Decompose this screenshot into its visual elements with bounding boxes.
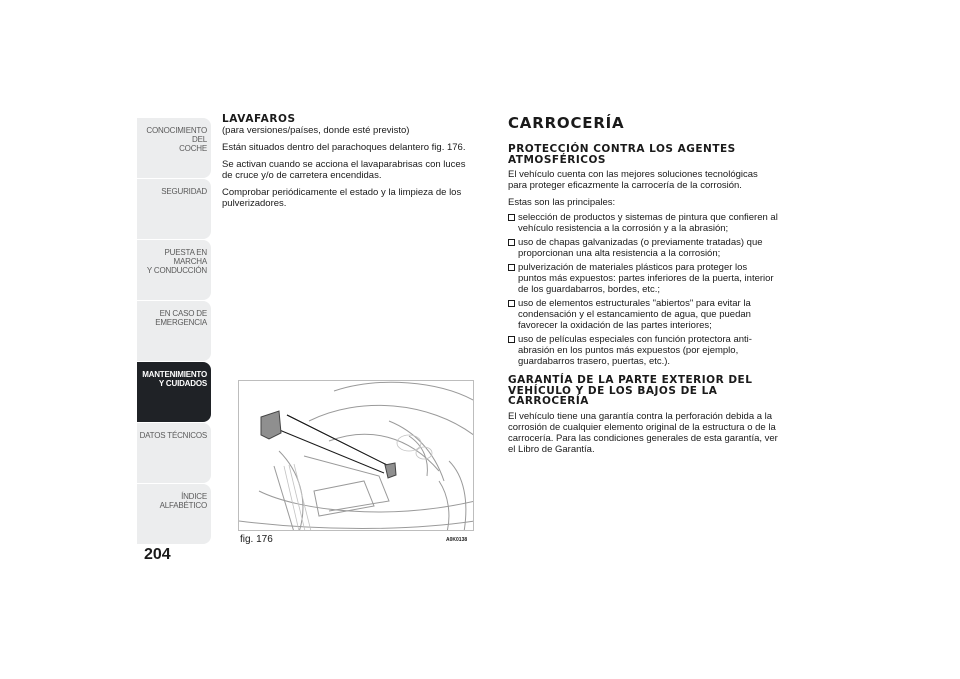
- list-item: uso de chapas galvanizadas (o previamente tratadas) que proporcionan una alta resistencia a la corrosión;: [508, 237, 778, 259]
- paragraph: Se activan cuando se acciona el lavaparabrisas con luces de cruce y/o de carretera encendidas.: [222, 159, 466, 181]
- page-number: 204: [144, 546, 171, 563]
- figure-code: A0K0138: [446, 537, 468, 543]
- section-heading-proteccion: PROTECCIÓN CONTRA LOS AGENTES ATMOSFÉRICOS: [508, 143, 736, 166]
- tab-mantenimiento-y-cuidados[interactable]: MANTENIMIENTO Y CUIDADOS: [137, 362, 211, 422]
- paragraph: Están situados dentro del parachoques delantero fig. 176.: [222, 142, 466, 153]
- list-item: uso de elementos estructurales "abiertos" para evitar la condensación y el estancamiento de agua, que puedan favorecer la oxidación de las partes interiores;: [508, 298, 778, 331]
- list-item: selección de productos y sistemas de pintura que confieren al vehículo resistencia a la corrosión y a la abrasión;: [508, 212, 778, 234]
- section-heading-garantia: GARANTÍA DE LA PARTE EXTERIOR DEL VEHÍCULO Y DE LOS BAJOS DE LA CARROCERÍA: [508, 374, 753, 407]
- figure-caption: fig. 176: [240, 534, 273, 545]
- list-item: uso de películas especiales con función protectora anti-abrasión en los puntos más expuestos (por ejemplo, guardabarros trasero, puertas, etc.).: [508, 334, 778, 367]
- car-front-illustration: [239, 381, 474, 531]
- chapter-title: CARROCERÍA: [508, 114, 625, 132]
- paragraph: El vehículo tiene una garantía contra la perforación debida a la corrosión de cualquier elemento original de la estructura o de la carrocería. Para las condiciones generales de esta garantía, ver el Libro de Garantía.: [508, 410, 778, 455]
- tab-indice-alfabetico[interactable]: ÍNDICE ALFABÉTICO: [137, 484, 211, 544]
- tab-puesta-en-marcha[interactable]: PUESTA EN MARCHA Y CONDUCCIÓN: [137, 240, 211, 300]
- paragraph: (para versiones/países, donde esté previsto): [222, 125, 410, 136]
- paragraph: Comprobar periódicamente el estado y la limpieza de los pulverizadores.: [222, 187, 462, 209]
- tab-en-caso-de-emergencia[interactable]: EN CASO DE EMERGENCIA: [137, 301, 211, 361]
- paragraph: Estas son las principales:: [508, 197, 616, 208]
- protection-list: [508, 212, 778, 367]
- right-column: [508, 114, 778, 458]
- section-heading-lavafaros: LAVAFAROS: [222, 113, 296, 125]
- paragraph: El vehículo cuenta con las mejores soluciones tecnológicas para proteger eficazmente la carrocería de la corrosión.: [508, 169, 758, 191]
- tab-datos-tecnicos[interactable]: DATOS TÉCNICOS: [137, 423, 211, 483]
- figure-headlamp-washer: [238, 380, 474, 531]
- list-item: pulverización de materiales plásticos para proteger los puntos más expuestos: partes inferiores de la puerta, interior de los guardabarros, bordes, etc.;: [508, 262, 778, 295]
- tab-seguridad[interactable]: SEGURIDAD: [137, 179, 211, 239]
- left-column: [222, 114, 472, 212]
- tab-conocimiento-del-coche[interactable]: CONOCIMIENTO DEL COCHE: [137, 118, 211, 178]
